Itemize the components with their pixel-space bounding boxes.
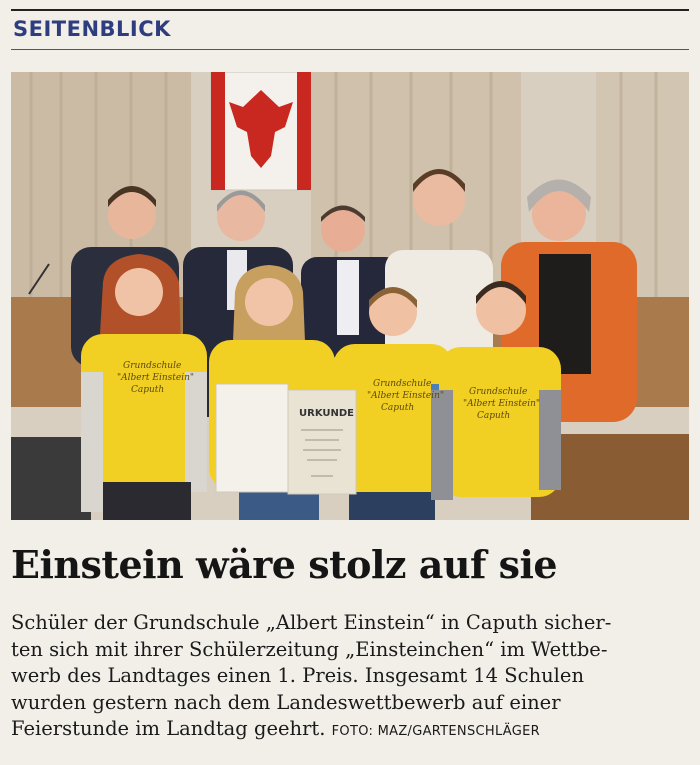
shirt-text-1: Grundschule: [123, 361, 182, 371]
section-label: SEITENBLICK: [13, 17, 171, 41]
news-photo: [11, 72, 689, 520]
shirt-text-6: Caputh: [381, 403, 415, 413]
article-lead: [11, 610, 693, 746]
shirt-text-5: "Albert Einstein": [367, 391, 445, 401]
lead-line-5: [11, 716, 693, 746]
shirt-text-7: Grundschule: [469, 387, 528, 397]
shirt-text-3: Caputh: [131, 385, 165, 395]
article-headline: Einstein wäre stolz auf sie: [11, 542, 558, 587]
top-rule: [11, 9, 689, 11]
lead-line-4: wurden gestern nach dem Landeswettbewerb auf einer: [11, 690, 561, 714]
shirt-text-9: Caputh: [477, 411, 511, 421]
lead-line-5-text: Feierstunde im Landtag geehrt.: [11, 717, 326, 740]
lead-line-1: Schüler der Grundschule „Albert Einstein“ in Caputh sicher-: [11, 611, 612, 634]
shirt-text-4: Grundschule: [373, 379, 432, 389]
certificate: [216, 384, 356, 494]
shirt-text-8: "Albert Einstein": [463, 399, 541, 409]
lead-line-3: werb des Landtages einen 1. Preis. Insgesamt 14 Schulen: [11, 664, 585, 687]
certificate-title: URKUNDE: [299, 408, 355, 419]
photo-credit: FOTO: MAZ/GARTENSCHLÄGER: [331, 724, 540, 739]
shirt-text-2: "Albert Einstein": [117, 373, 195, 383]
section-rule: [11, 49, 689, 50]
lead-line-2: ten sich mit ihrer Schülerzeitung „Einsteinchen“ im Wettbe-: [11, 637, 608, 661]
